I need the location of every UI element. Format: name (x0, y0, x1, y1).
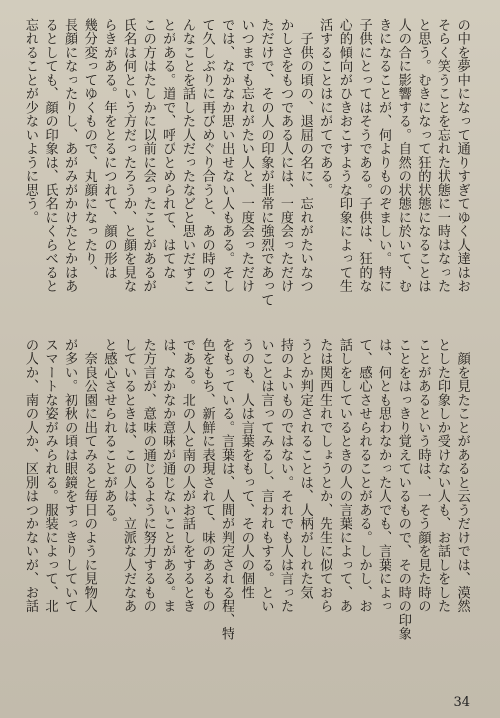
text-column: きになることが、何よりものぞましい。特に (376, 18, 392, 293)
text-column: とがある。道で、呼びとめられて、はてな (160, 18, 176, 280)
text-column: 活することはにがてである。 (317, 18, 333, 197)
text-column: の中を夢中になって通りすぎてゆく人達はお (454, 18, 470, 293)
text-column: いつまでも忘れがたい人と、一度会っただけ (238, 18, 254, 293)
text-column: らきがある。年をとるにつれて、顔の形は (101, 18, 117, 280)
page-number: 34 (453, 695, 470, 710)
text-column: そらく笑うことを忘れた状態に一時はなった (435, 18, 451, 293)
text-column: 人の合に影響する。自然の状態に於いて、む (395, 18, 411, 293)
text-column: 長顔になったりし、あがみがかけたとかはあ (62, 18, 78, 293)
text-column: しているときは、この人は、立派な人だなあ (121, 338, 137, 613)
text-column: 色をもち、新鮮に表現されて、味のあるもの (199, 338, 215, 613)
text-column: うのも、人は言葉をもって、その人の個性 (238, 338, 254, 600)
text-column: である。北の人と南の人がお話しをするとき (180, 338, 195, 613)
text-column: は、何とも思わなかった人でも、言葉によっ (376, 338, 392, 613)
text-column: うとか判定されることは、人柄がしれた気 (297, 338, 313, 600)
text-column: では、なかなか思い出せない人もある。そし (219, 18, 235, 293)
text-column: るとしても、顔の印象は、氏名にくらべると (42, 18, 58, 293)
text-column: て、感心させられることがある。しかし、お (356, 338, 372, 613)
text-column: ことがあるという時は、一そう顔を見た時の (415, 338, 431, 613)
text-column: とした印象しか受けない人も、お話しをした (435, 338, 451, 613)
text-column: かしさをもつである人には、一度会っただけ (278, 18, 294, 293)
text-column: た方言が、意味の通じるように努力するもの (140, 338, 156, 613)
text-column: いことは言ってみるし、言われもする。とい (258, 338, 274, 613)
text-column: たは関西生れでしょうとか、先生に似ておら (317, 338, 333, 613)
text-column: は、なかなか意味が通じないことがある。ま (160, 338, 176, 613)
text-column: 持のよいものではない。それでも人は言った (278, 338, 294, 613)
text-column: この方はたしかに以前に会ったことがあるが (140, 18, 156, 293)
text-column: スマートな姿がみられる。服装によって、北 (42, 338, 58, 613)
text-column: 忘れることが少ないように思う。 (23, 18, 38, 225)
text-column: をもっている。言葉は、人間が判定される程、特 (219, 338, 235, 641)
text-column: 氏名は何という方だったろうか、と顔を見な (121, 18, 137, 293)
text-column: んなことを話した人だったなどと思いだすこ (180, 18, 195, 293)
text-column: と感心させられることがある。 (101, 338, 117, 531)
text-column: ことをはっきり覚えているもので、その時の印象 (395, 338, 411, 641)
text-column: 子供にとってはそうである。子供は、狂的な (356, 18, 372, 293)
text-column: ただけで、その人の印象が非常に強烈であって (258, 18, 274, 307)
text-column: て久しぶりに再びめぐり合うと、あの時のこ (199, 18, 215, 293)
text-column: 子供の頃の、退屈の名に、忘れがたいなつ (297, 18, 313, 293)
text-column: の人か、南の人か、区別はつかないが、お話 (23, 338, 38, 613)
lower-text-block (22, 338, 470, 690)
text-column: 奈良公園に出てみると毎日のように見物人 (81, 338, 97, 613)
text-column: 話しをしているときの人の言葉によって、あ (337, 338, 352, 613)
text-column: 顔を見たことがあると云うだけでは、漠然 (454, 338, 470, 613)
upper-text-block (22, 18, 470, 328)
text-column: 心的傾向がひきおこすような印象によって生 (337, 18, 352, 293)
text-column: 幾分変ってゆくもので、丸顔になったり、 (81, 18, 97, 280)
text-column: と思う。むきになって狂的状態になることは (415, 18, 431, 293)
text-column: が多い。初秋の頃は眼鏡をすっきりしていて (62, 338, 78, 613)
